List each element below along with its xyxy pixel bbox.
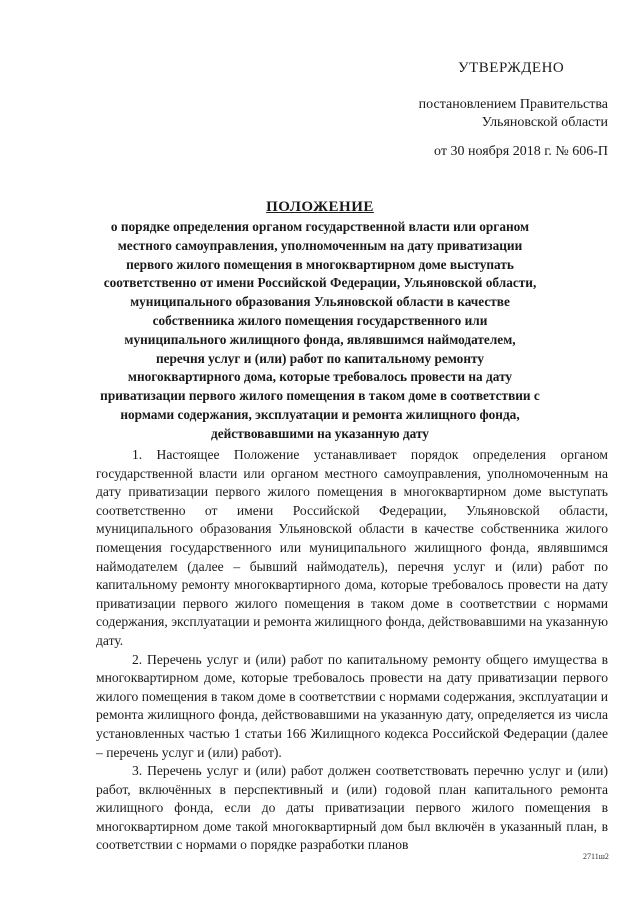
paragraph-2: 2. Перечень услуг и (или) работ по капитальному ремонту общего имущества в многоквартирном доме, которые требовалось провести на дату приватизации первого жилого помещения в таком доме в соответствии с нормами содержания, эксплуатации и ремонта жилищного фонда, действовавшими на указанную дату, определяется из числа установленных частью 1 статьи 166 Жилищного кодекса Российской Федерации (далее – перечень услуг и (или) работ). [96, 651, 608, 760]
document-subject: о порядке определения органом государственной власти или органом местного самоуправления, уполномоченным на дату приватизации первого жилого помещения в многоквартирном доме выступать соответственно от имени Российской Федерации, Ульяновской области, муниципального образования Ульяновской области в качестве собственника жилого помещения государственного или муниципального жилищного фонда, являвшимся наймодателем, перечня услуг и (или) работ по капитальному ремонту многоквартирного дома, которые требовалось провести на дату приватизации первого жилого помещения в таком доме в соответствии с нормами содержания, эксплуатации и ремонта жилищного фонда, действовавшими на указанную дату [100, 219, 540, 441]
document-body [96, 446, 608, 855]
approval-date-number: от 30 ноября 2018 г. № 606-П [434, 144, 608, 159]
footer-code: 2711ш2 [583, 852, 609, 861]
approval-authority-line-2: Ульяновской области [481, 115, 608, 130]
approval-authority-line-1: постановлением Правительства [418, 97, 608, 112]
approval-authority [388, 96, 608, 132]
paragraph-3: 3. Перечень услуг и (или) работ должен соответствовать перечню услуг и (или) работ, включённых в перспективный и (или) годовой план капитального ремонта жилищного фонда, если до даты приватизации первого жилого помещения в многоквартирном доме такой многоквартирный дом был включён в указанный план, в соответствии с нормами о порядке разработки планов [96, 763, 608, 853]
paragraph-1: 1. Настоящее Положение устанавливает порядок определения органом государственной власти или органом местного самоуправления, уполномоченным на дату приватизации первого жилого помещения в многоквартирном доме выступать соответственно от имени Российской Федерации, Ульяновской области, муниципального образования Ульяновской области в качестве собственника жилого помещения государственного или муниципального жилищного фонда, являвшимся наймодателем (далее – бывший наймодатель), перечня услуг и (или) работ по капитальному ремонту многоквартирного дома, которые требовалось провести на дату приватизации первого жилого помещения в таком доме в соответствии с нормами содержания, эксплуатации и ремонта жилищного фонда, действовавшими на указанную дату. [96, 447, 608, 648]
document-title: ПОЛОЖЕНИЕ [266, 199, 374, 215]
approval-stamp: УТВЕРЖДЕНО [458, 60, 565, 76]
